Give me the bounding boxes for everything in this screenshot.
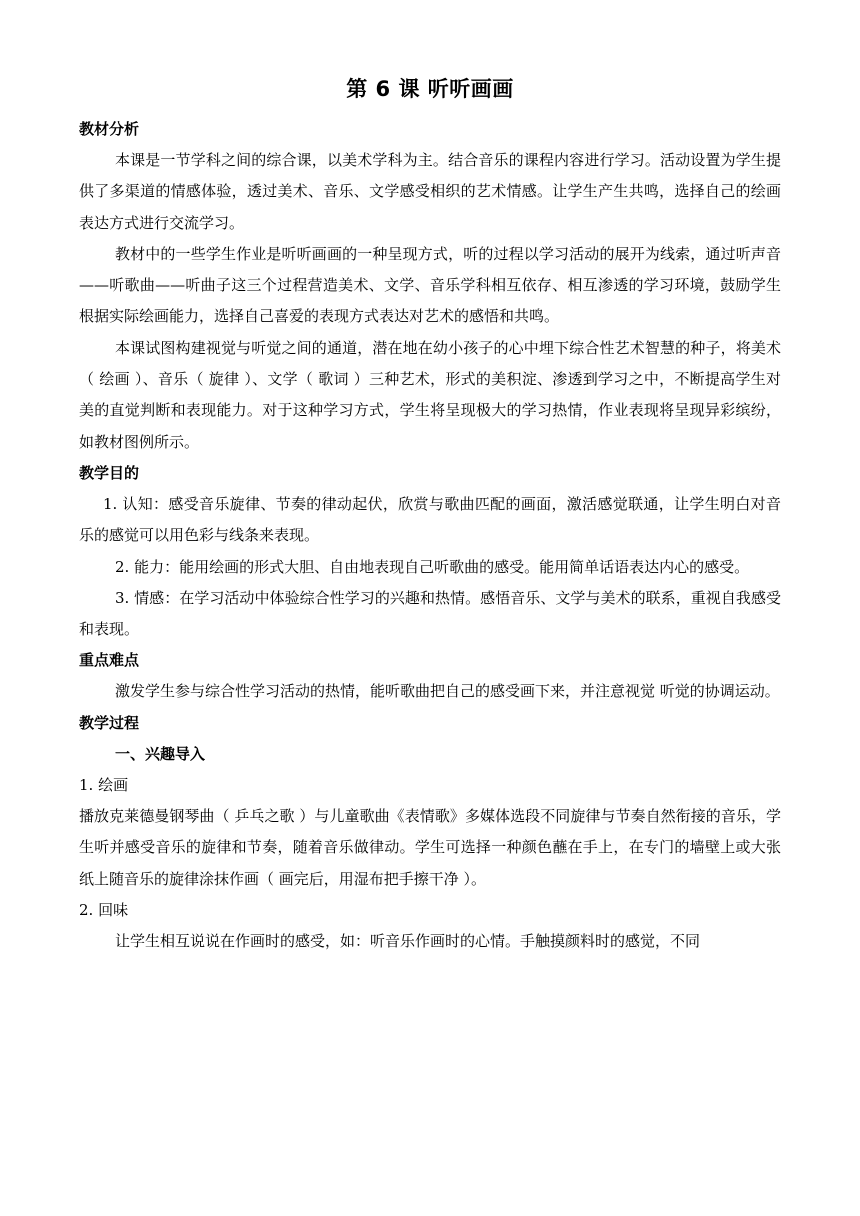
process-item-text-drawing: 播放克莱德曼钢琴曲（ 乒乓之歌 ）与儿童歌曲《表情歌》多媒体选段不同旋律与节奏自然衔接的音乐，学生听并感受音乐的旋律和节奏，随着音乐做律动。学生可选择一种颜色蘸在手上，在专门的墙壁上或大张纸上随音乐的旋律涂抹作画（ 画完后，用湿布把手擦干净 ）。 bbox=[79, 807, 781, 888]
process-item-label-recall: 2. 回味 bbox=[79, 900, 129, 919]
process-item-text-recall: 让学生相互说说在作画时的感受，如：听音乐作画时的心情。手触摸颜料时的感觉，不同 bbox=[115, 932, 701, 951]
document-page bbox=[79, 72, 781, 958]
section-heading-process: 教学过程 bbox=[79, 713, 140, 732]
process-item-label-drawing: 1. 绘画 bbox=[79, 775, 129, 794]
objective-emotion: 3. 情感：在学习活动中体验综合性学习的兴趣和热情。感悟音乐、文学与美术的联系，重视自我感受和表现。 bbox=[79, 588, 781, 639]
objective-cognition: 1. 认知：感受音乐旋律、节奏的律动起伏，欣赏与歌曲匹配的画面，激活感觉联通，让学生明白对音乐的感觉可以用色彩与线条来表现。 bbox=[79, 494, 781, 545]
process-subheading-intro: 一、兴趣导入 bbox=[115, 744, 206, 763]
section-heading-analysis: 教材分析 bbox=[79, 120, 140, 138]
section-heading-keypoints: 重点难点 bbox=[79, 651, 140, 670]
objective-ability: 2. 能力：能用绘画的形式大胆、自由地表现自己听歌曲的感受。能用简单话语表达内心的感受。 bbox=[115, 557, 750, 576]
lesson-title: 第 6 课 听听画画 bbox=[346, 77, 514, 101]
analysis-paragraph-2: 教材中的一些学生作业是听听画画的一种呈现方式，听的过程以学习活动的展开为线索，通过听声音——听歌曲——听曲子这三个过程营造美术、文学、音乐学科相互依存、相互渗透的学习环境，鼓励学生根据实际绘画能力，选择自己喜爱的表现方式表达对艺术的感悟和共鸣。 bbox=[79, 244, 781, 326]
analysis-paragraph-1: 本课是一节学科之间的综合课，以美术学科为主。结合音乐的课程内容进行学习。活动设置为学生提供了多渠道的情感体验，透过美术、音乐、文学感受相织的艺术情感。让学生产生共鸣，选择自己的绘画表达方式进行交流学习。 bbox=[79, 151, 781, 232]
analysis-paragraph-3: 本课试图构建视觉与听觉之间的通道，潜在地在幼小孩子的心中埋下综合性艺术智慧的种子，将美术（ 绘画 ）、音乐（ 旋律 ）、文学（ 歌词 ）三种艺术，形式的美积淀、渗透到学习之中，不断提高学生对美的直觉判断和表现能力。对于这种学习方式，学生将呈现极大的学习热情，作业表现将呈现异彩缤纷，如教材图例所示。 bbox=[79, 338, 781, 451]
keypoints-paragraph: 激发学生参与综合性学习活动的热情，能听歌曲把自己的感受画下来，并注意视觉 听觉的协调运动。 bbox=[115, 682, 780, 701]
section-heading-objectives: 教学目的 bbox=[79, 463, 140, 482]
